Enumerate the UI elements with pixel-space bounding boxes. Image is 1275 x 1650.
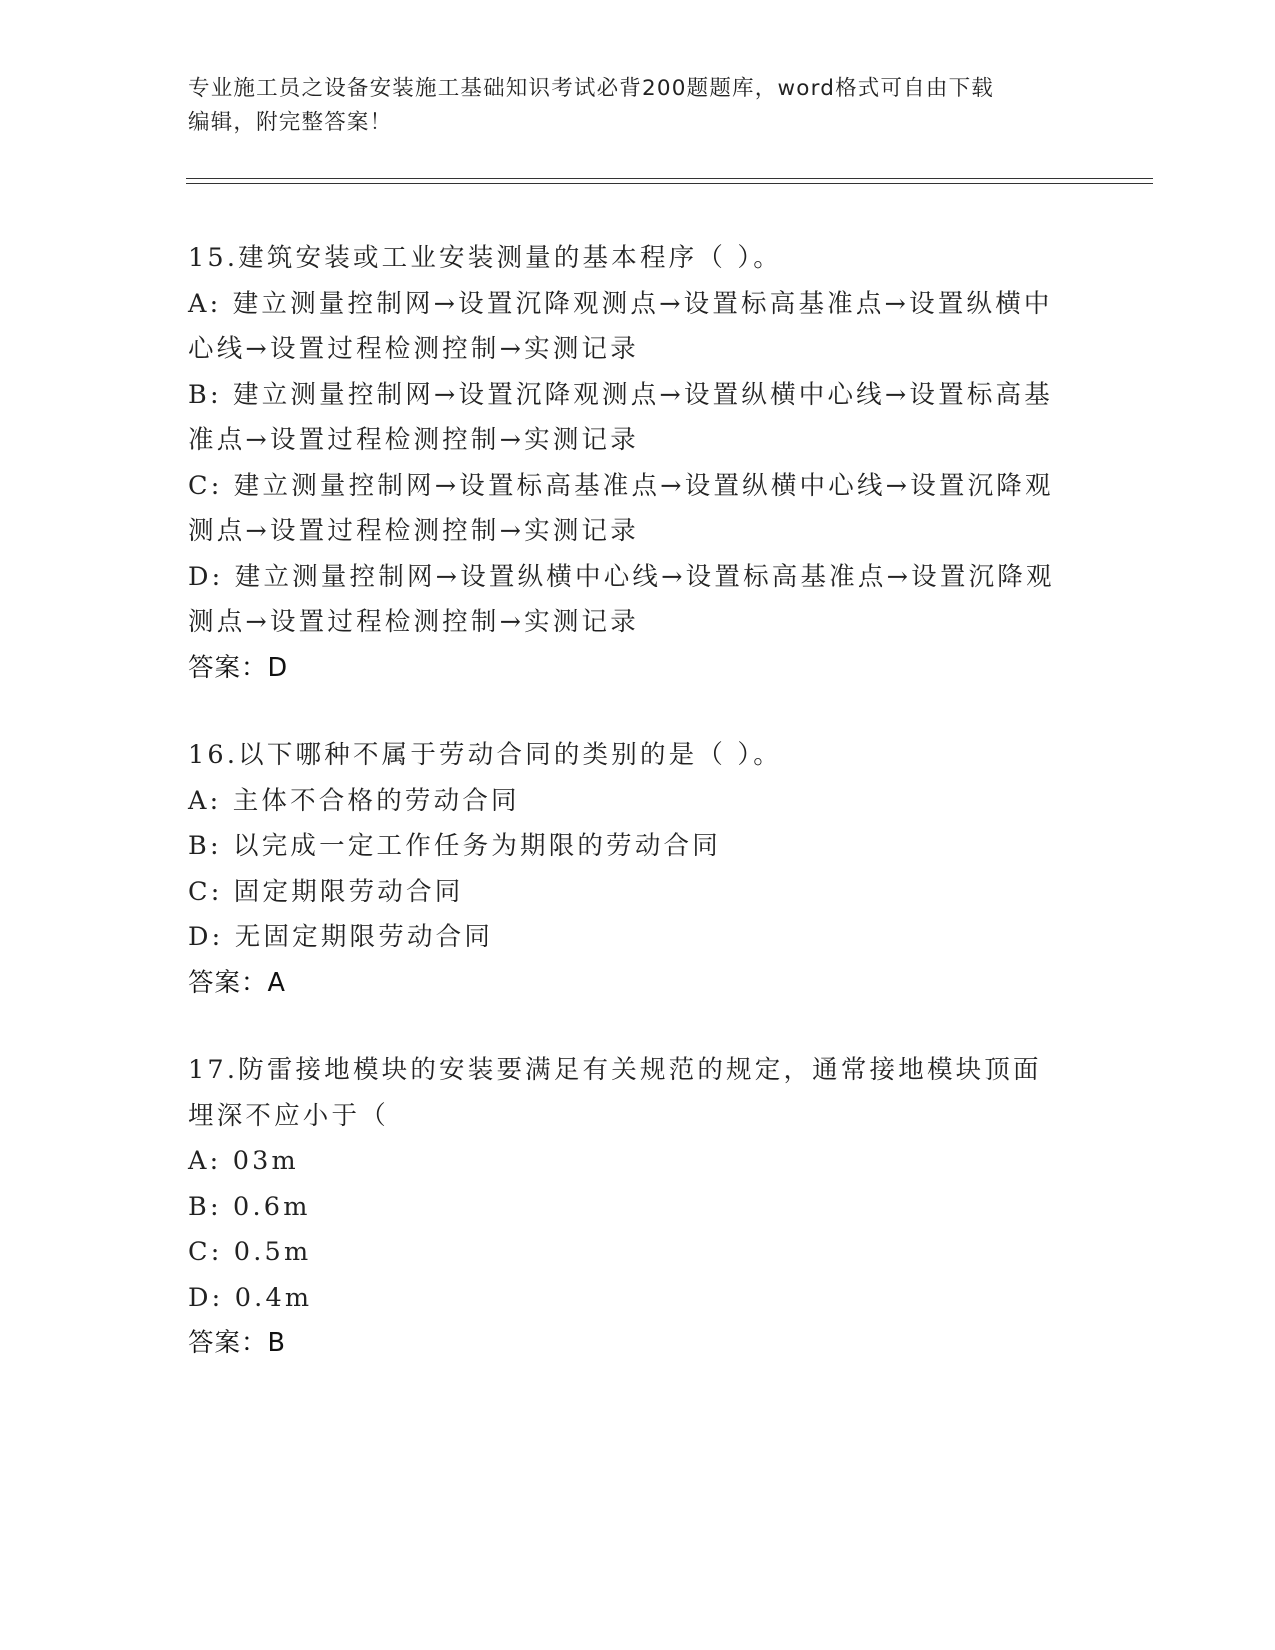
answer-line: 答案：A xyxy=(188,967,286,998)
header-divider-bottom xyxy=(186,183,1153,184)
option-a: A: 建立测量控制网→设置沉降观测点→设置标高基准点→设置纵横中心线→设置过程检测控制→实测记录 xyxy=(188,288,1053,364)
option-c: C: 0.5m xyxy=(188,1237,312,1267)
option-d: D: 0.4m xyxy=(188,1282,313,1313)
document-header xyxy=(188,72,1088,140)
answer-line: 答案：B xyxy=(188,1328,286,1358)
header-title-line-1: 专业施工员之设备安装施工基础知识考试必背200题题库，word格式可自由下载 xyxy=(188,76,994,101)
question-15 xyxy=(188,236,1068,691)
question-list xyxy=(188,236,1068,1409)
header-title-line-2: 编辑，附完整答案！ xyxy=(188,110,393,135)
option-b: B: 以完成一定工作任务为期限的劳动合同 xyxy=(188,831,721,861)
header-divider-top xyxy=(186,178,1153,179)
option-a: A: 03m xyxy=(188,1146,299,1176)
option-c: C: 固定期限劳动合同 xyxy=(188,876,464,907)
question-stem: 16.以下哪种不属于劳动合同的类别的是（ ）。 xyxy=(188,740,783,770)
option-b: B: 建立测量控制网→设置沉降观测点→设置纵横中心线→设置标高基准点→设置过程检测控制→实测记录 xyxy=(188,379,1053,455)
question-stem: 17.防雷接地模块的安装要满足有关规范的规定，通常接地模块顶面埋深不应小于（ xyxy=(188,1055,1042,1131)
option-a: A: 主体不合格的劳动合同 xyxy=(188,785,520,816)
question-16 xyxy=(188,733,1068,1006)
question-17 xyxy=(188,1048,1068,1367)
option-d: D: 无固定期限劳动合同 xyxy=(188,922,494,952)
option-b: B: 0.6m xyxy=(188,1191,311,1222)
option-d: D: 建立测量控制网→设置纵横中心线→设置标高基准点→设置沉降观测点→设置过程检测控制→实测记录 xyxy=(188,561,1055,637)
option-c: C: 建立测量控制网→设置标高基准点→设置纵横中心线→设置沉降观测点→设置过程检测控制→实测记录 xyxy=(188,470,1054,546)
answer-line: 答案：D xyxy=(188,652,289,683)
question-stem: 15.建筑安装或工业安装测量的基本程序（ ）。 xyxy=(188,243,783,273)
